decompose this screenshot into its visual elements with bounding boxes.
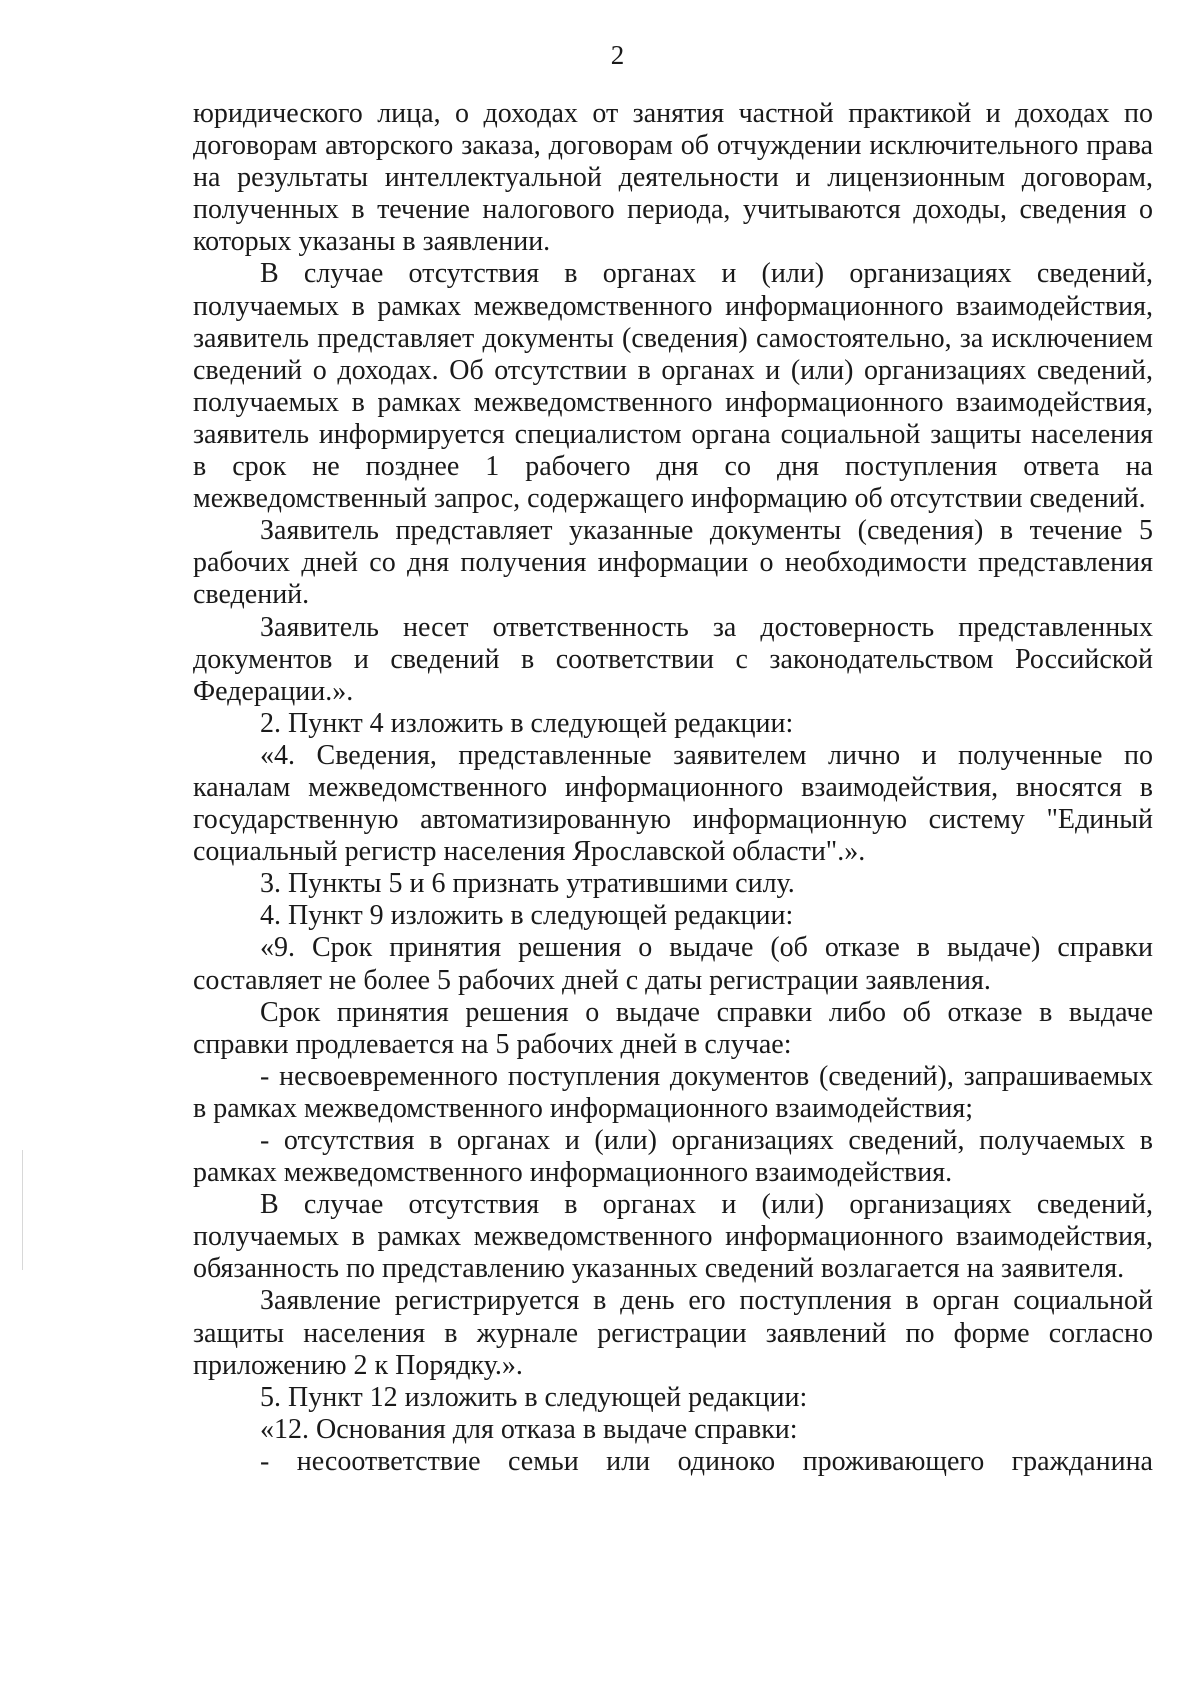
paragraph-15: 5. Пункт 12 изложить в следующей редакции:	[260, 1381, 808, 1413]
paragraph-10: Срок принятия решения о выдаче справки либо об отказе в выдаче справки продлевается на 5 рабочих дней в случае:	[193, 996, 1153, 1060]
paragraph-5: 2. Пункт 4 изложить в следующей редакции:	[260, 707, 794, 739]
paragraph-2: В случае отсутствия в органах и (или) организациях сведений, получаемых в рамках межведомственного информационного взаимодействия, заявитель представляет документы (сведения) самостоятельно, за исключением сведений о доходах. Об отсутствии в органах и (или) организациях сведений, получаемых в рамках межведомственного информационного взаимодействия, заявитель информируется специалистом органа социальной защиты населения в срок не позднее 1 рабочего дня со дня поступления ответа на межведомственный запрос, содержащего информацию об отсутствии сведений.	[193, 258, 1153, 515]
page-number: 2	[610, 40, 625, 70]
paragraph-8: 4. Пункт 9 изложить в следующей редакции:	[260, 900, 794, 932]
paragraph-6: «4. Сведения, представленные заявителем лично и полученные по каналам межведомственного информационного взаимодействия, вносятся в государственную автоматизированную информационную систему "Единый социальный регистр населения Ярославской области".».	[193, 739, 1153, 868]
scan-artifact-line	[22, 1150, 23, 1270]
paragraph-3: Заявитель представляет указанные документы (сведения) в течение 5 рабочих дней со дня получения информации о необходимости представления сведений.	[193, 515, 1153, 611]
paragraph-16: «12. Основания для отказа в выдаче справки:	[260, 1413, 798, 1445]
document-body	[193, 98, 1153, 1478]
paragraph-7: 3. Пункты 5 и 6 признать утратившими силу.	[260, 868, 795, 900]
paragraph-14: Заявление регистрируется в день его поступления в орган социальной защиты населения в журнале регистрации заявлений по форме согласно приложению 2 к Порядку.».	[193, 1285, 1153, 1381]
paragraph-13: В случае отсутствия в органах и (или) организациях сведений, получаемых в рамках межведомственного информационного взаимодействия, обязанность по представлению указанных сведений возлагается на заявителя.	[193, 1189, 1153, 1285]
paragraph-17: - несоответствие семьи или одиноко проживающего гражданина	[260, 1445, 1153, 1477]
paragraph-4: Заявитель несет ответственность за достоверность представленных документов и сведений в соответствии с законодательством Российской Федерации.».	[193, 611, 1153, 707]
paragraph-12: - отсутствия в органах и (или) организациях сведений, получаемых в рамках межведомственного информационного взаимодействия.	[193, 1125, 1153, 1189]
paragraph-11: - несвоевременного поступления документов (сведений), запрашиваемых в рамках межведомственного информационного взаимодействия;	[193, 1060, 1153, 1124]
paragraph-9: «9. Срок принятия решения о выдаче (об отказе в выдаче) справки составляет не более 5 рабочих дней с даты регистрации заявления.	[193, 932, 1153, 996]
paragraph-1: юридического лица, о доходах от занятия частной практикой и доходах по договорам авторского заказа, договорам об отчуждении исключительного права на результаты интеллектуальной деятельности и лицензионным договорам, полученных в течение налогового периода, учитываются доходы, сведения о которых указаны в заявлении.	[193, 98, 1153, 258]
